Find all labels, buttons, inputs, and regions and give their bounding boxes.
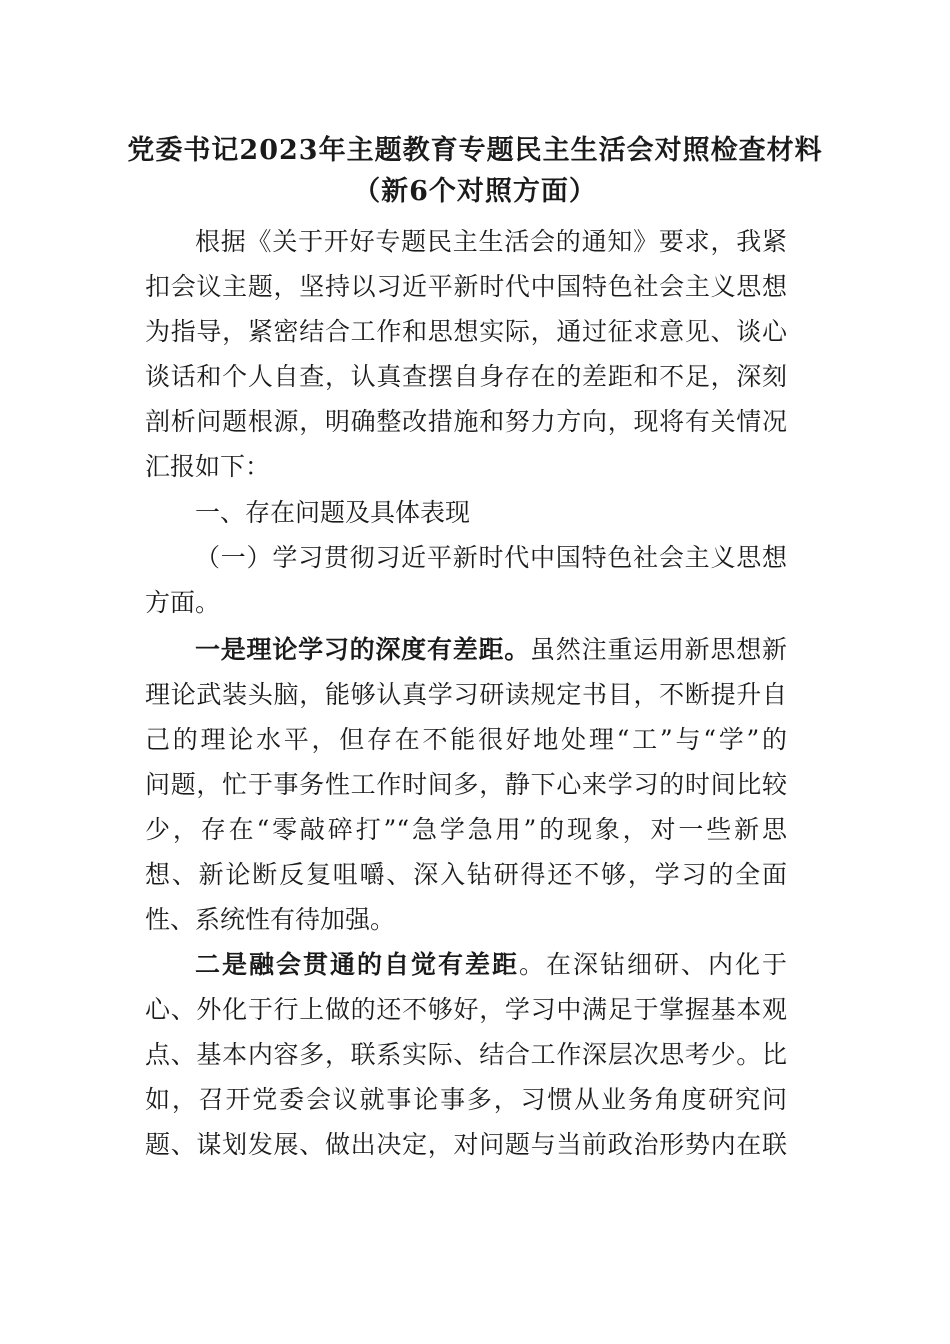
point-1-heading: 一是理论学习的深度有差距。 — [195, 635, 531, 664]
paragraph-line: 问题，忙于事务性工作时间多，静下心来学习的时间比较 — [145, 770, 787, 799]
paragraph-line: 剖析问题根源，明确整改措施和努力方向，现将有关情况 — [145, 407, 787, 436]
paragraph-line: 如，召开党委会议就事论事多，习惯从业务角度研究问 — [145, 1085, 787, 1114]
paragraph-line: 心、外化于行上做的还不够好，学习中满足于掌握基本观 — [145, 995, 787, 1024]
point-2-heading: 二是融会贯通的自觉有差距 — [195, 950, 519, 979]
document-title-line-1: 党委书记2023年主题教育专题民主生活会对照检查材料 — [127, 135, 823, 166]
paragraph-line: 己的理论水平，但存在不能很好地处理“工”与“学”的 — [145, 725, 787, 754]
paragraph-line: 为指导，紧密结合工作和思想实际，通过征求意见、谈心 — [145, 317, 787, 346]
paragraph-line: 理论武装头脑，能够认真学习研读规定书目，不断提升自 — [145, 680, 787, 709]
point-1-text: 虽然注重运用新思想新 — [530, 635, 787, 664]
subsection-heading-cont: 方面。 — [145, 588, 221, 617]
point-1-first-line — [195, 630, 787, 670]
document-title-line-2: （新6个对照方面） — [353, 176, 597, 207]
paragraph-line: 谈话和个人自查，认真查摆自身存在的差距和不足，深刻 — [145, 362, 787, 391]
paragraph-line: 少，存在“零敲碎打”“急学急用”的现象，对一些新思 — [145, 815, 787, 844]
paragraph-line: 点、基本内容多，联系实际、结合工作深层次思考少。比 — [145, 1040, 787, 1069]
paragraph-line: 扣会议主题，坚持以习近平新时代中国特色社会主义思想 — [145, 272, 787, 301]
section-heading: 一、存在问题及具体表现 — [195, 498, 471, 527]
paragraph-line: 汇报如下： — [145, 452, 271, 481]
paragraph-line: 想、新论断反复咀嚼、深入钻研得还不够，学习的全面 — [145, 860, 787, 889]
paragraph-line: 根据《关于开好专题民主生活会的通知》要求，我紧 — [195, 227, 787, 256]
point-2-first-line — [195, 945, 787, 985]
subsection-heading: （一）学习贯彻习近平新时代中国特色社会主义思想 — [195, 543, 787, 572]
point-2-text: 。在深钻细研、内化于 — [518, 950, 787, 979]
paragraph-line: 性、系统性有待加强。 — [145, 905, 396, 934]
paragraph-line: 题、谋划发展、做出决定，对问题与当前政治形势内在联 — [145, 1130, 787, 1159]
